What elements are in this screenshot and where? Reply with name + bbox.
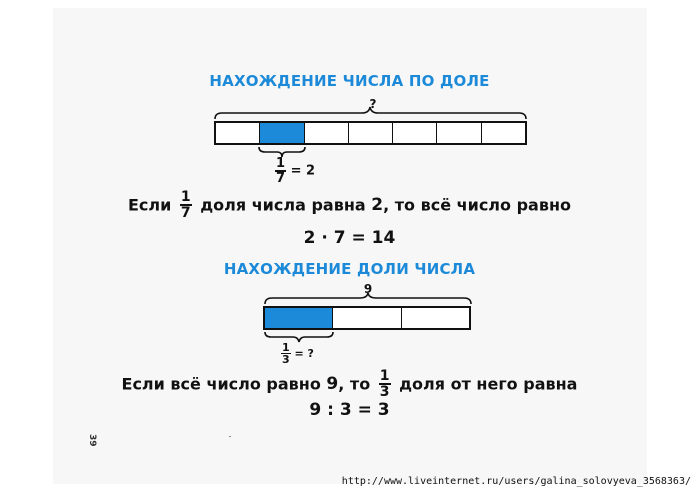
section2-part-equation (281, 342, 314, 365)
sentence-mid: , то (338, 374, 371, 394)
bar-segment (482, 123, 525, 143)
fraction-numerator: 1 (282, 341, 290, 354)
page-number: 39 (87, 434, 97, 447)
fraction-denominator: 7 (180, 205, 191, 221)
section2-bar (263, 306, 471, 330)
section2-top-brace (264, 292, 472, 305)
bar-segment (402, 308, 469, 328)
section2-heading: НАХОЖДЕНИЕ ДОЛИ ЧИСЛА (223, 260, 476, 278)
fraction-denominator: 3 (282, 353, 290, 366)
fraction-denominator: 7 (276, 171, 286, 186)
section1-part-equals: = 2 (290, 163, 316, 179)
bar-segment (216, 123, 260, 143)
section1-formula: 2 · 7 = 14 (303, 228, 396, 248)
sentence-value: 9 (326, 374, 339, 394)
sentence-mid: доля числа равна (200, 195, 366, 215)
bar-segment-filled (260, 123, 304, 143)
sentence-post: доля от него равна (399, 374, 578, 394)
section1-part-fraction (275, 157, 286, 185)
section1-brace-label: ? (369, 97, 377, 111)
section2-sentence (0, 369, 699, 399)
sentence-post: , то всё число равно (383, 195, 572, 215)
sentence-fraction (379, 369, 391, 399)
sentence-fraction (180, 190, 192, 220)
source-watermark: http://www.liveinternet.ru/users/galina_solovyeva_3568363/ (341, 476, 691, 487)
stray-mark (229, 436, 231, 437)
sentence-pre: Если всё число равно (121, 374, 321, 394)
bar-segment (393, 123, 437, 143)
fraction-numerator: 1 (276, 156, 286, 171)
section1-top-brace (214, 106, 527, 120)
sentence-value: 2 (371, 195, 384, 215)
bar-segment-filled (265, 308, 333, 328)
fraction-denominator: 3 (379, 384, 390, 400)
bar-segment (349, 123, 393, 143)
section2-part-fraction (281, 342, 291, 365)
bar-segment (437, 123, 481, 143)
section1-heading: НАХОЖДЕНИЕ ЧИСЛА ПО ДОЛЕ (209, 72, 490, 90)
fraction-numerator: 1 (379, 368, 390, 384)
section1-part-equation (275, 157, 315, 185)
section2-brace-label: 9 (363, 282, 373, 296)
bar-segment (333, 308, 401, 328)
section2-formula: 9 : 3 = 3 (309, 400, 390, 420)
section2-part-equals: = ? (294, 347, 314, 360)
sentence-pre: Если (127, 195, 172, 215)
section1-sentence (0, 190, 699, 220)
bar-segment (305, 123, 349, 143)
section1-bar (214, 121, 527, 145)
fraction-numerator: 1 (180, 189, 191, 205)
